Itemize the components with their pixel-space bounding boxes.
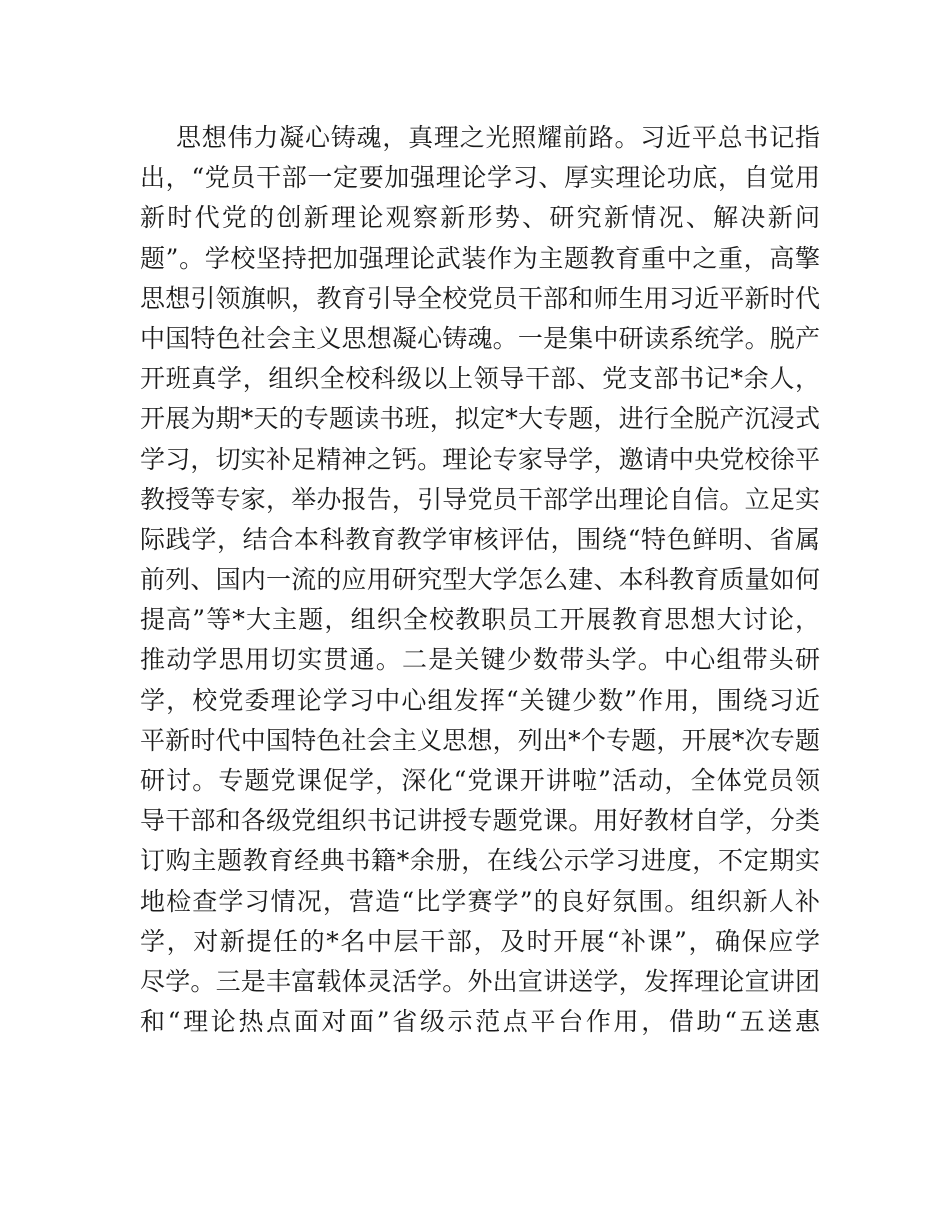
text-line: 提高”等*大主题，组织全校教职员工开展教育思想大讨论， bbox=[140, 605, 820, 635]
text-line: 思想伟力凝心铸魂，真理之光照耀前路。习近平总书记指 bbox=[176, 123, 820, 152]
text-line: 订购主题教育经典书籍*余册，在线公示学习进度，不定期实 bbox=[140, 846, 820, 876]
text-line: 学，校党委理论学习中心组发挥“关键少数”作用，围绕习近 bbox=[140, 685, 820, 715]
text-line: 导干部和各级党组织书记讲授专题党课。用好教材自学，分类 bbox=[140, 806, 820, 836]
text-line: 新时代党的创新理论观察新形势、研究新情况、解决新问 bbox=[140, 203, 820, 233]
text-line: 地检查学习情况，营造“比学赛学”的良好氛围。组织新人补 bbox=[140, 886, 820, 916]
text-line: 际践学，结合本科教育教学审核评估，围绕“特色鲜明、省属 bbox=[140, 524, 820, 554]
text-line: 研讨。专题党课促学，深化“党课开讲啦”活动，全体党员领 bbox=[140, 766, 820, 795]
text-line: 思想引领旗帜，教育引导全校党员干部和师生用习近平新时代 bbox=[140, 283, 820, 313]
text-line: 尽学。三是丰富载体灵活学。外出宣讲送学，发挥理论宣讲团 bbox=[140, 966, 820, 996]
text-line: 前列、国内一流的应用研究型大学怎么建、本科教育质量如何 bbox=[140, 565, 820, 595]
text-line: 和“理论热点面对面”省级示范点平台作用，借助“五送惠 bbox=[140, 1007, 820, 1037]
text-line: 中国特色社会主义思想凝心铸魂。一是集中研读系统学。脱产 bbox=[140, 323, 820, 353]
text-line: 学习，切实补足精神之钙。理论专家导学，邀请中央党校徐平 bbox=[140, 444, 820, 474]
text-line: 学，对新提任的*名中层干部，及时开展“补课”，确保应学 bbox=[140, 926, 820, 956]
text-line: 推动学思用切实贯通。二是关键少数带头学。中心组带头研 bbox=[140, 645, 820, 675]
text-line: 出，“党员干部一定要加强理论学习、厚实理论功底，自觉用 bbox=[140, 163, 820, 193]
text-line: 题”。学校坚持把加强理论武装作为主题教育重中之重，高擎 bbox=[140, 243, 820, 273]
text-line: 平新时代中国特色社会主义思想，列出*个专题，开展*次专题 bbox=[140, 725, 820, 755]
text-line: 开班真学，组织全校科级以上领导干部、党支部书记*余人， bbox=[140, 364, 820, 394]
text-line: 开展为期*天的专题读书班，拟定*大专题，进行全脱产沉浸式 bbox=[140, 404, 820, 434]
body-paragraph bbox=[140, 118, 820, 1042]
text-line: 教授等专家，举办报告，引导党员干部学出理论自信。立足实 bbox=[140, 484, 820, 514]
